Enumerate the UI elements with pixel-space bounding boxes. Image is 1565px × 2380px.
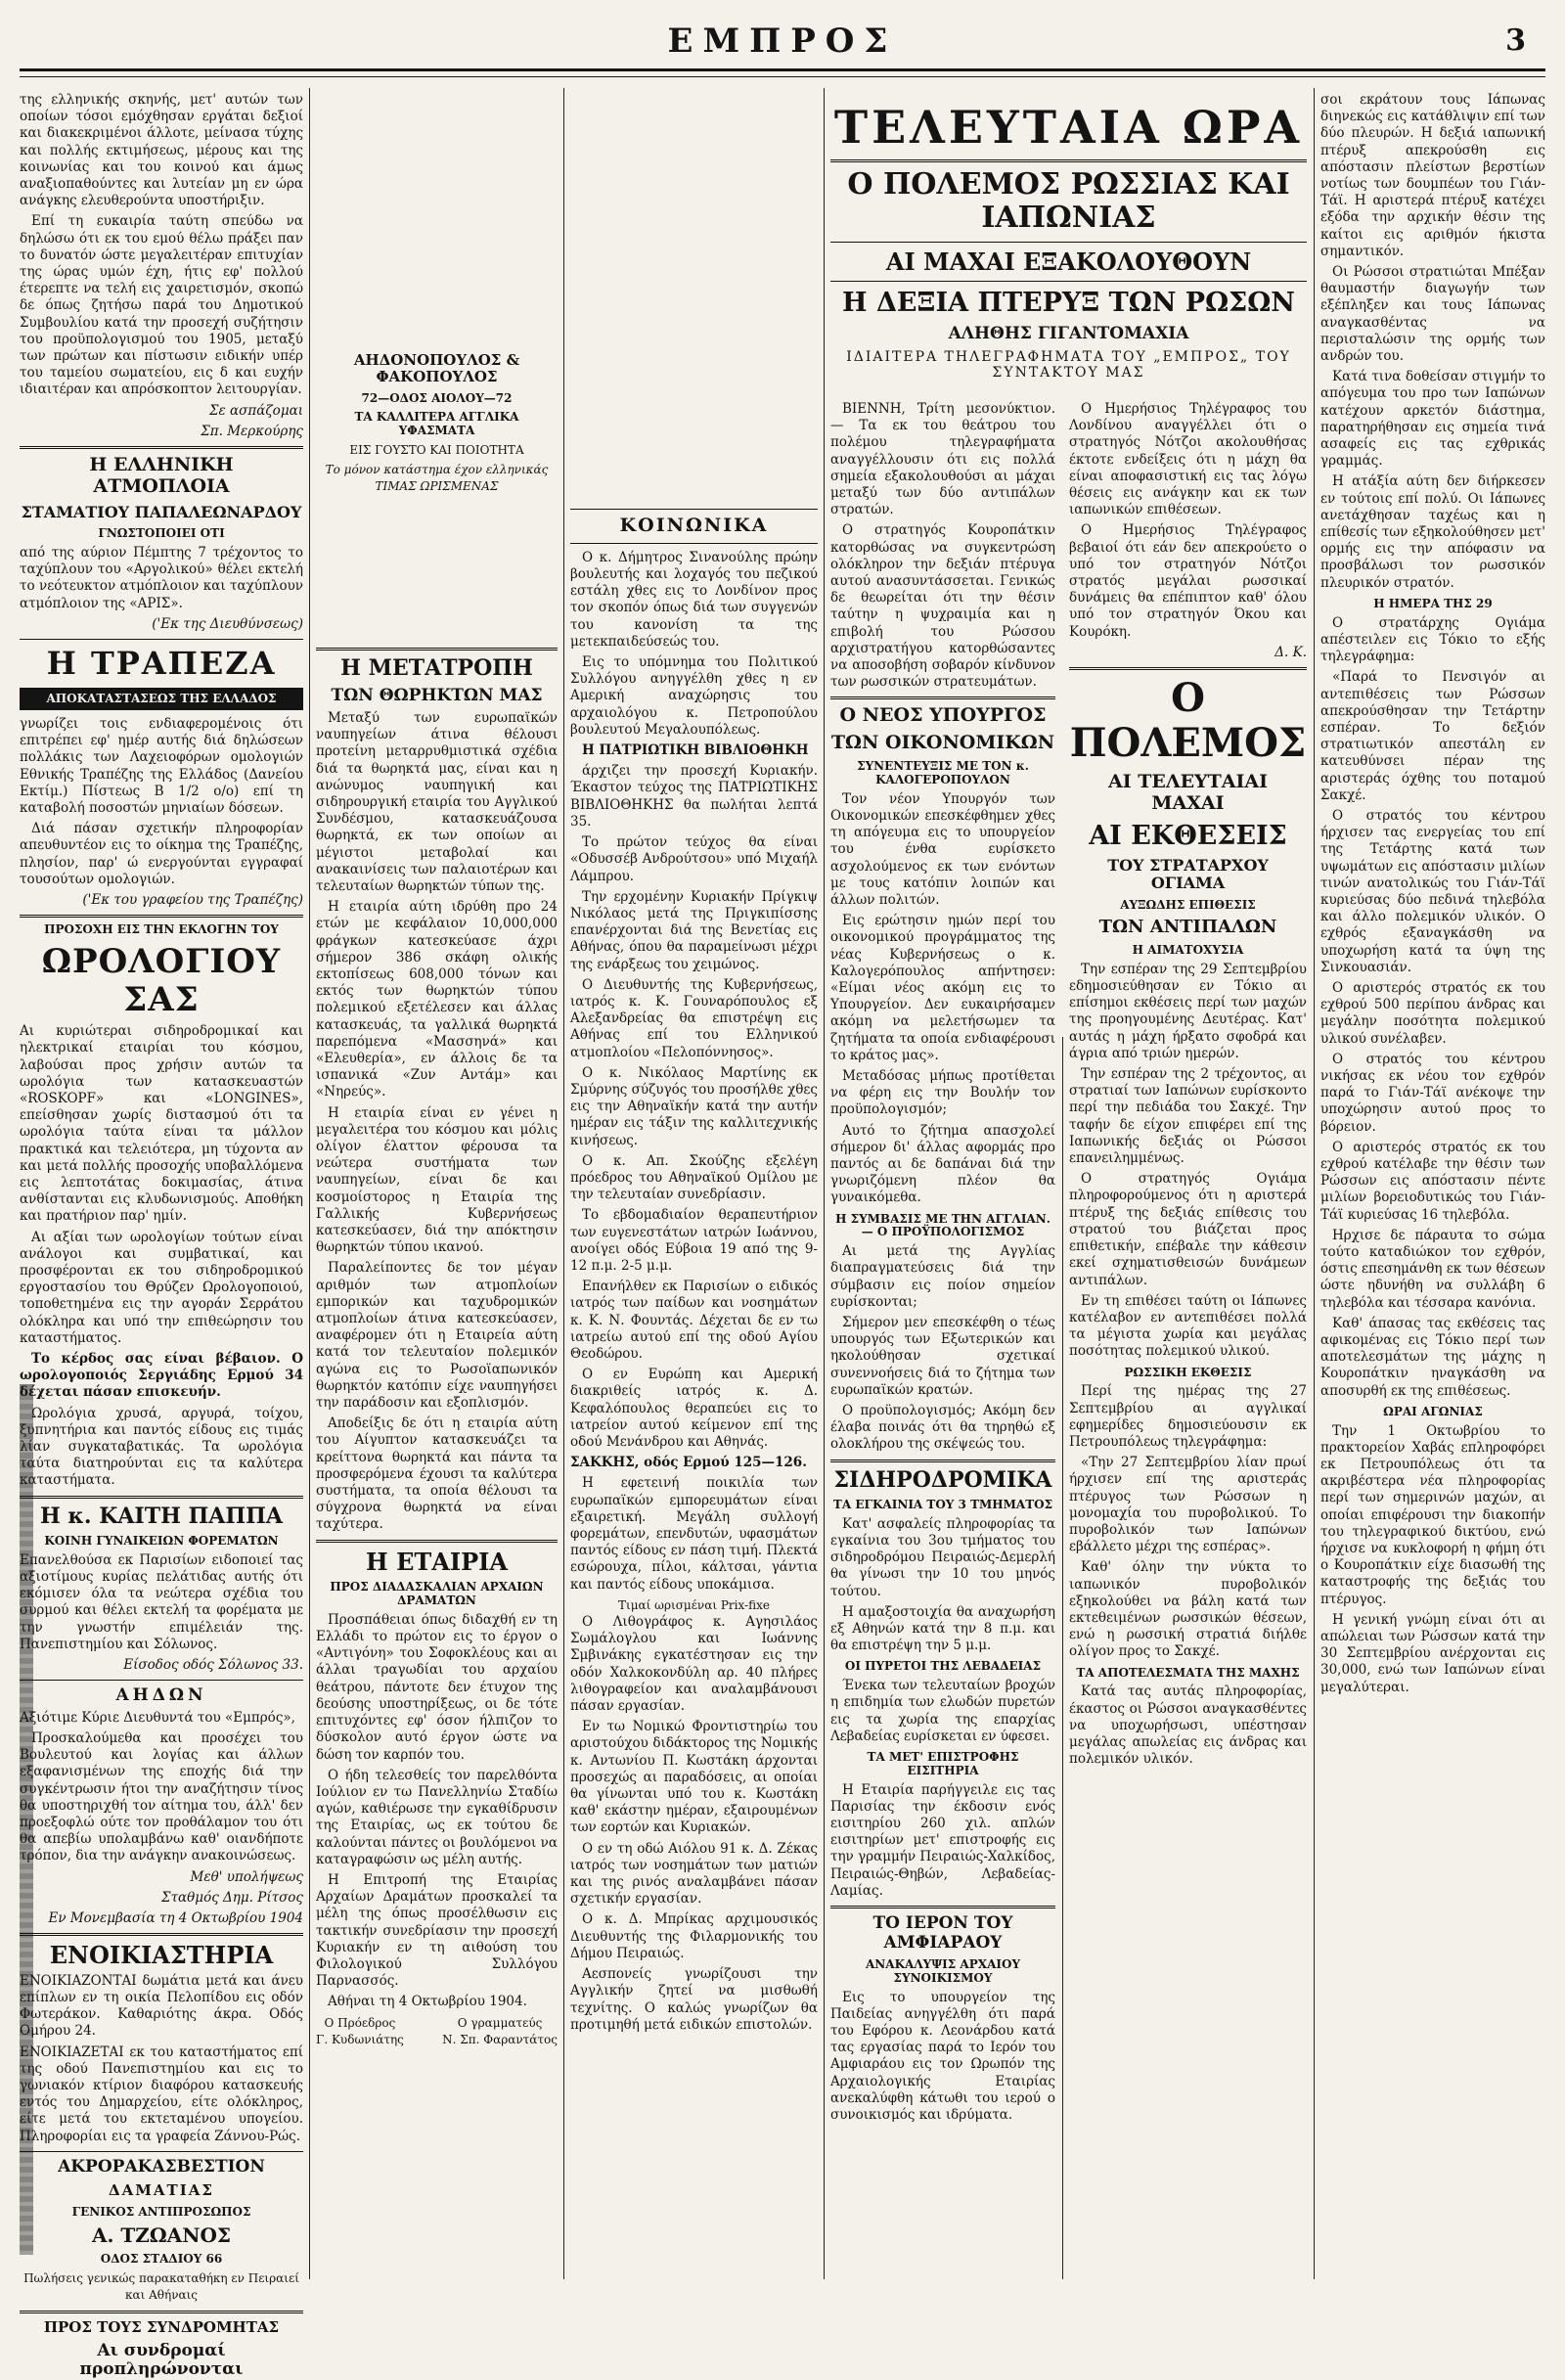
divider (830, 1906, 1055, 1908)
signature-block (316, 2015, 404, 2048)
divider (20, 1496, 303, 1499)
column-5 (1069, 401, 1307, 2279)
column-divider (1062, 1037, 1063, 2279)
article-headline: Η ΜΕΤΑΤΡΟΠΗ (340, 655, 533, 682)
article-paragraph: Επί τη ευκαιρία ταύτη σπεύδω να δηλώσω ότι εκ του εμού θέλω πράξει παν το δυνατόν ώστε μεγαλειτέραν επιτυχίαν της ώρας υμών έχη, ήτις εφ' πολλού έτερεπτε να τελή εις χαιρετισμόν, σκοπώ δε όπως ζητήσω παρά του Δημοτικού Συμβουλίου κατά την προσεχή συζήτησιν του προϋπολογισμού του 1905, μεταξύ των πρώτων και πίστωσιν ειδικήν υπέρ του ταμείου σωματείου, εις δ και ευχήν ιδιαιτέραν και απρόσκοπτον λειτουργίαν. (20, 213, 303, 398)
page-number: 3 (1505, 23, 1526, 58)
article-paragraph: Η Επιτροπή της Εταιρίας Αρχαίων Δραμάτων προσκαλεί τα μέλη της όπως προσέλθωσιν εις τακτικήν συνεδρίασιν την προσεχή Κυριακήν εν τη αιθούση του Φιλολογικού Συλλόγου Παρνασσός. (316, 1871, 558, 1990)
article-subheadline: ΑΙ ΕΚΘΕΣΕΙΣ (1089, 820, 1287, 851)
article-paragraph: Ο στρατηγός Κουροπάτκιν κατορθώσας να συγκεντρώση ολόκληρον την δεξιάν πτέρυγα αυτού ανασυντάσσεται. Γενικώς δε θεωρείται ότι την θέσιν ταύτην η ψυχραιμία και η επιβολή του Ρώσσου αρχιστρατήγου κατορθώσαντες να αποσοβήση σοβαρόν κίνδυνον των ρωσσικών στρατευμάτων. (830, 522, 1055, 691)
notice-headline: ΠΡΟΣ ΤΟΥΣ ΣΥΝΔΡΟΜΗΤΑΣ (43, 2317, 280, 2336)
article-paragraph: Ο αριστερός στρατός εκ του εχθρού κατέλαβε την θέσιν των Ρώσσων εις απόστασιν πέντε μιλίων βορειοδυτικώς του Γιάν-Τάϊ κυριεύσας 16 τηλεβόλα. (1320, 1139, 1545, 1223)
article-subheadline: ΑΥΞΩΔΗΣ ΕΠΙΘΕΣΙΣ (1120, 897, 1256, 912)
divider (830, 281, 1307, 282)
news-item: Ο Λιθογράφος κ. Αγησιλάος Σωμάλογλου και Ιωάννης Σμβινάκης εγκατέστησαν εις την οδόν Χαλκοκονδύλη αρ. 40 πλήρες λιθογραφείον και αναλαμβάνουσι πάσαν εργασίαν. (570, 1614, 818, 1715)
banner-headline-4: Η ΔΕΞΙΑ ΠΤΕΡΥΞ ΤΩΝ ΡΩΣΩΝ (842, 288, 1295, 319)
article-paragraph: Ο Ημερήσιος Τηλέγραφος βεβαιοί ότι εάν δεν απεκρούετο ο υπό τον στρατηγόν Νότζοι στρατός μεγάλαι ρωσσικαί δυνάμεις θα επέπιπτον καθ' όλου υπό τον στρατηγόν Όκου και Κουρόκη. (1069, 522, 1307, 640)
ad-address: 72—ΟΔΟΣ ΑΙΟΛΟΥ—72 (361, 390, 513, 405)
signature-name: Ν. Σπ. Φαραντάτος (442, 2032, 558, 2046)
ad-headline: Η κ. ΚΑΙΤΗ ΠΑΠΠΑ (39, 1503, 283, 1529)
ad-body: Αι αξίαι των ωρολογίων τούτων είναι ανάλογοι και συμβατικαί, και προσφέρονται εκ του σιδηροδρομικού εργοστασίου του Θρύζεν Ωρολογοποιού, τοποθετημένα εις την αγοράν Σερράτου ολόκληρα και υπό την επιθεώρησιν του καταστήματος. (20, 1229, 303, 1346)
article-paragraph: Αυτό το ζήτημα απασχολεί σήμερον δι' άλλας αφορμάς προ παντός αι δε δαπάναι διά την γνωριζόμενη πλέον θα γυναικόμεθα. (830, 1122, 1055, 1206)
news-item: Ο κ. Δ. Μπρίκας αρχιμουσικός Διευθυντής της Φιλαρμονικής του Δήμου Πειραιώς. (570, 1911, 818, 1961)
article-paragraph: Αι μετά της Αγγλίας διαπραγματεύσεις διά την σύμβασιν εις ποίον σημείον ευρίσκονται; (830, 1243, 1055, 1310)
divider (570, 509, 818, 510)
article-paragraph: Η εταιρία αύτη ιδρύθη προ 24 ετών με κεφάλαιον 10,000,000 φράγκων κατεσκεύασε άχρι σήμερον 386 σκάφη ολικής εκτοπίσεως 608,000 τόνων και εκτός των θωρηκτών τύπου πολεμικού εξετέλεσεν και άλλας κατασκευάς, τα γαλλικά θωρηκτά παρεπόμενα «Μασσηνά» και «Ελευθερία», εν άλλοις δε τα ισπανικά «Ζυν Αντάμ» και «Νηρεύς». (316, 899, 558, 1100)
classifieds-headline: ΕΝΟΙΚΙΑΣΤΗΡΙΑ (49, 1941, 274, 1970)
article-paragraph: «Παρά το Πενσιγόν αι αντεπιθέσεις των Ρώσσων απεκρούσθησαν την Τετάρτην εσπέραν. Το δεξιόν στρατιωτικόν απεστάλη εν κατευθύνσει πέραν της αριστεράς όχθης του ποταμού Σακχέ. (1320, 669, 1545, 803)
ad-headline: ΠΡΟΣΟΧΗ ΕΙΣ ΤΗΝ ΕΚΛΟΓΗΝ ΤΟΥ (44, 922, 279, 937)
ad-body: Το μόνον κατάστημα έχον ελληνικάς ΤΙΜΑΣ ΩΡΙΣΜΕΝΑΣ (325, 462, 549, 493)
article-paragraph: Αποδείξις δε ότι η εταιρία αύτη του Αίγυπτον κατασκευάζει τα κρείττονα θωρηκτά και πάντα τα προσφερόμενα έχουσι τα καλύτερα συστήματα, τα οποία θέλουσι τα σύγχρονα θωρηκτά να είναι ταχύτερα. (316, 1415, 558, 1533)
divider (20, 2151, 303, 2152)
ad-body: γνωρίζει τοις ενδιαφερομένοις ότι επιτρέπει εφ' ημέρ αυτής διά δηλώσεων πολλάκις των Λαχειοφόρων ομολογιών Εθνικής Τραπέζης της Ελλάδος (Δανείου Εκτίμ.) Πίστεως Β 1/2 ο/ο) επί τη καταβολή ποσοστών μηνιαίων δόσεων. (20, 715, 303, 816)
divider (1069, 667, 1307, 670)
ad-body: Το κέρδος σας είναι βέβαιον. Ο ωρολογοποιός Σεργιάδης Ερμού 34 δέχεται πάσαν επισκευήν. (20, 1351, 303, 1401)
article-subheadline: ΤΩΝ ΘΩΡΗΚΤΩΝ ΜΑΣ (331, 686, 543, 706)
news-item: Εν τω Νομικώ Φροντιστηρίω του αριστούχου διδάκτορος της Νομικής κ. Αντωνίου Π. Κωστάκη άρχονται προσεχώς αι παραδόσεις, αι οποίαι θα γίνωνται υπό του κ. Κωστάκη καθ' εκάστην ημέραν, εξαιρουμένων των εορτών και Κυριακών. (570, 1719, 818, 1836)
ad-big-title: ΩΡΟΛΟΓΙΟΥ ΣΑΣ (41, 941, 282, 1020)
article-paragraph: Η γενική γνώμη είναι ότι αι απώλειαι των Ρώσσων κατά την 30 Σεπτεμβρίου ανέρχονται εις 30,000, ενώ των Ιαπώνων είναι μεγαλύτεραι. (1320, 1611, 1545, 1695)
article-paragraph: Την εσπέραν της 2 τρέχοντος, αι στρατιαί των Ιαπώνων ευρίσκοντο περί την πεδιάδα του Σακχέ. Την ταφήν δε είχον επιφέρει επί της Ιαπωνικής δεξιάς οι Ρώσσοι επανειλημμένως. (1069, 1066, 1307, 1167)
signature-title: Ο γραμματεύς (457, 2015, 543, 2030)
article-subheadline: ΑΝΑΚΑΛΥΨΙΣ ΑΡΧΑΙΟΥ ΣΥΝΟΙΚΙΣΜΟΥ (865, 1957, 1021, 1985)
article-headline: Ο ΝΕΟΣ ΥΠΟΥΡΓΟΣ (839, 704, 1047, 727)
article-paragraph: ΒΙΕΝΝΗ, Τρίτη μεσονύκτιον. — Τα εκ του θεάτρου του πολέμου τηλεγραφήματα αναγγέλλουσιν ότι εις πολλά σημεία εξακολουθούσι αι μάχαι μεταξύ των δύο αντιπάλων στρατών. (830, 401, 1055, 518)
article-subheadline: ΤΑ ΕΓΚΑΙΝΙΑ ΤΟΥ 3 ΤΜΗΜΑΤΟΣ (832, 1497, 1053, 1511)
ad-subheadline: ΤΑ ΚΑΛΛΙΤΕΡΑ ΑΓΓΛΙΚΑ ΥΦΑΣΜΑΤΑ (354, 410, 519, 438)
ad-body: Αι κυριώτεραι σιδηροδρομικαί και ηλεκτρικαί εταιρίαι του κόσμου, λαβούσαι προς χρήσιν αυτών τα ωρολόγια των κατασκευαστών «ROSKOPF» και «LONGINES», επείσθησαν χωρίς διστασμού ότι τα ωρολόγια ταύτα είναι τα μάλλον πρακτικά και τελειότερα, μη τύχοντα αν και μετά πολλής προσοχής υποβαλλόμενα εις λεπτοτάτας δοκιμασίας, άτινα ανθίστανται εις κλυδωνισμούς. Αποθήκη και πρατήριον παρ' ημίν. (20, 1023, 303, 1225)
article-paragraph: Παραλείποντες δε τον μέγαν αριθμόν των ατμοπλοίων εμπορικών και ταχυδρομικών ατμοπλοίων άτινα κατεσκεύασεν, αναφέρομεν ότι η Εταιρεία αύτη κατά τον τελευταίον πολεμικόν αγώνα εις το Ρωσοϊαπωνικόν θωρηκτόν κατόπιν είχε ναυπηγήσει την παράδοσιν και εξοπλισμόν. (316, 1260, 558, 1412)
classified-ad: ΕΝΟΙΚΙΑΖΕΤΑΙ εκ του καταστήματος επί της οδού Πανεπιστημίου και εις το γωνιακόν κτίριον διαφόρου κατασκευής εντός του Δημαρχείου, είτε ολόκληρος, είτε μετά του εκτεταμένου υπογείου. Πληροφορίαι εις τα γραφεία Ζάννου-Ρώς. (20, 2043, 303, 2144)
section-headline: ΑΗΔΩΝ (115, 1685, 207, 1706)
blank-space (316, 495, 558, 642)
article-subheadline: ΤΟΥ ΣΤΡΑΤΑΡΧΟΥ ΟΓΙΑΜΑ (1107, 855, 1269, 893)
banner-headline-3: ΑΙ ΜΑΧΑΙ ΕΞΑΚΟΛΟΥΘΟΥΝ (885, 247, 1252, 276)
news-item: Ο εν τη οδώ Αιόλου 91 κ. Δ. Ζέκας ιατρός των νοσημάτων των ματιών και της ρινός αναλαμβάνει πάσαν σχετικήν εργασίαν. (570, 1840, 818, 1908)
divider (20, 1680, 303, 1681)
banner-headline-2: Ο ΠΟΛΕΜΟΣ ΡΩΣΣΙΑΣ ΚΑΙ ΙΑΠΩΝΙΑΣ (847, 166, 1290, 236)
ad-body: από της αύριον Πέμπτης 7 τρέχοντος το ταχύπλουν του «Αργολικού» θέλει εκτελή το νεότευκτον ατμόπλοιον και ταχύπλουν ατμόπλοιον της «ΑΡΙΣ». (20, 544, 303, 611)
war-news-banner (830, 92, 1307, 385)
ad-tagline: ΕΙΣ ΓΟΥΣΤΟ ΚΑΙ ΠΟΙΟΤΗΤΑ (349, 442, 524, 457)
news-item: Ο κ. Απ. Σκούζης εξελέγη πρόεδρος του Αθηναϊκού Ομίλου με την τελευταίαν συνεδρίασιν. (570, 1152, 818, 1203)
news-item-headline: Η ΠΑΤΡΙΩΤΙΚΗ ΒΙΒΛΙΟΘΗΚΗ (582, 742, 809, 759)
news-item: Ο εν Ευρώπη και Αμερική διακριθείς ιατρός κ. Δ. Κεφαλόπουλος θεραπεύει εις το ιατρείον αυτού κείμενον επί της οδού Μενάνδρου και Αθηνάς. (570, 1367, 818, 1450)
article-paragraph: Την εσπέραν της 29 Σεπτεμβρίου εδημοσιεύθησαν εν Τόκιο αι επίσημοι εκθέσεις περί των μαχών της προηγουμένης Δευτέρας. Κατ' αυτάς η μάχη ήρξατο σφοδρά και άγρια από τριών ημερών. (1069, 961, 1307, 1061)
article-paragraph: Ο Ημερήσιος Τηλέγραφος του Λονδίνου αναγγέλλει ότι ο στρατηγός Νότζοι ακολουθήσας έκτοτε ενδείξεις ότι η μάχη θα είναι αποφασιστική εις τας λόγω θέσεις εις ανάγκην και εκ των ιαπωνικών επιθέσεων. (1069, 401, 1307, 518)
ad-subheadline: ΓΕΝΙΚΟΣ ΑΝΤΙΠΡΟΣΩΠΟΣ (71, 2204, 251, 2219)
article-paragraph: Κατ' ασφαλείς πληροφορίας τα εγκαίνια του 3ου τμήματος του σιδηροδρόμου Πειραιώς-Δεμερλή θα γίνωσι την 10 του μηνός τούτου. (830, 1515, 1055, 1599)
signature: Δ. Κ. (1274, 644, 1307, 660)
article-subheadline: ΣΥΝΕΝΤΕΥΞΙΣ ΜΕ ΤΟΝ κ. ΚΑΛΟΓΕΡΟΠΟΥΛΟΝ (857, 759, 1029, 786)
column-1 (20, 92, 303, 2380)
divider (316, 648, 558, 651)
article-subheadline: ΟΙ ΠΥΡΕΤΟΙ ΤΗΣ ΛΕΒΑΔΕΙΑΣ (844, 1659, 1042, 1674)
newspaper-page (20, 20, 1545, 2380)
divider (316, 1540, 558, 1543)
ad-address: Είσοδος οδός Σόλωνος 33. (123, 1656, 303, 1673)
article-paragraph: Καθ' όλην την νύκτα το ιαπωνικόν πυροβολικόν εξηκολούθει να βάλη κατά των εκτεθειμένων ρωσσικών θέσεων, ενώ η ρωσσική στρατιά διήλθε ολίγον προς το Σακχέ. (1069, 1559, 1307, 1660)
article-subheadline: ΤΑ ΑΠΟΤΕΛΕΣΜΑΤΑ ΤΗΣ ΜΑΧΗΣ (1076, 1665, 1300, 1680)
signature-closing: Σε ασπάζομαι (208, 402, 303, 419)
article-headline: Ο ΠΟΛΕΜΟΣ (1069, 675, 1307, 767)
news-item: Εις το υπόμνημα του Πολιτικού Συλλόγου ανηγγέλθη χθες η εν Αμερική αναχώρησις του αρχαιολόγου κ. Πετροπούλου βουλευτού Μεγαλουπόλεως. (570, 654, 818, 738)
divider (830, 242, 1307, 243)
classified-ad: ΕΝΟΙΚΙΑΖΟΝΤΑΙ δωμάτια μετά και άνευ επίπλων εν τη οικία Πελοπίδου εις οδόν Φωτεράκον. Καθαριότης άκρα. Οδός Ομήρου 24. (20, 1972, 303, 2040)
ad-source: ('Εκ της Διευθύνσεως) (152, 615, 303, 632)
article-paragraph: Εν τη επιθέσει ταύτη οι Ιάπωνες κατέλαβον εν αντεπιθέσει πολλά τα μέγιστα χωρία και μεγάλας ποσότητας πολεμικού υλικού. (1069, 1292, 1307, 1360)
ad-headline: Η ΕΛΛΗΝΙΚΗ ΑΤΜΟΠΛΟΙΑ (89, 454, 234, 497)
ad-subheadline: ΓΝΩΣΤΟΠΟΙΕΙ ΟΤΙ (98, 526, 225, 541)
article-headline: Η ΕΤΑΙΡΙΑ (366, 1547, 508, 1576)
ad-subheadline: ΔΑΜΑΤΙΑΣ (109, 2181, 214, 2200)
divider (830, 696, 1055, 699)
article-paragraph: Εις ερώτησιν ημών περί του οικονομικού προγράμματος της νέας Κυβερνήσεως ο κ. Καλογερόπουλος απήντησεν: «Είμαι νέος ακόμη εις το Υπουργείον. Δεν ευκαιρήσαμεν ακόμη να μελετήσωμεν τα ζητήματα τα οποία ενδιαφέρουσι το κράτος μας». (830, 913, 1055, 1063)
article-subheadline: Η ΗΜΕΡΑ ΤΗΣ 29 (1373, 596, 1493, 610)
blank-space (570, 92, 818, 503)
column-divider (563, 88, 564, 2279)
divider (20, 639, 303, 640)
signature-block (442, 2015, 558, 2048)
column-2 (316, 92, 558, 2278)
signature: Σπ. Μερκούρης (201, 423, 303, 439)
ad-body: Διά πάσαν σχετικήν πληροφορίαν απευθυντέον εις το οίκημα της Τραπέζης, πλησίον, παρ' ώ ενεργούνται εγγραφαί τουσούτων ομολογιών. (20, 821, 303, 887)
article-paragraph: Κατά τινα δοθείσαν στιγμήν το απόγευμα του προ των Ιαπώνων κατέχουν αρκετόν διάστημα, παρατηρήθησαν εις σημεία τινά ασαφείς εις τας εχθρικάς γραμμάς. (1320, 369, 1545, 470)
letter-salutation: Αξιότιμε Κύριε Διευθυντά του «Εμπρός», (20, 1709, 295, 1726)
banner-byline: ΙΔΙΑΙΤΕΡΑ ΤΗΛΕΓΡΑΦΗΜΑΤΑ ΤΟΥ „ΕΜΠΡΟΣ„ ΤΟΥ ΣΥΝΤΑΚΤΟΥ ΜΑΣ (846, 349, 1291, 382)
divider (20, 2311, 303, 2313)
article-paragraph: Μεταδόσας μήπως προτίθεται να φέρη εις την Βουλήν τον προϋπολογισμόν; (830, 1067, 1055, 1118)
news-item: άρχιζει την προσεχή Κυριακήν. Έκαστον τεύχος της ΠΑΤΡΙΩΤΙΚΗΣ ΒΙΒΛΙΟΘΗΚΗΣ θα πωλήται λεπτά 35. (570, 763, 818, 830)
banner-headline-5: ΑΛΗΘΗΣ ΓΙΓΑΝΤΟΜΑΧΙΑ (948, 323, 1189, 343)
ad-source: ('Εκ του γραφείου της Τραπέζης) (82, 891, 303, 908)
article-subheadline: ΠΡΟΣ ΔΙΑΔΑΣΚΑΛΙΑΝ ΑΡΧΑΙΩΝ ΔΡΑΜΑΤΩΝ (330, 1580, 544, 1608)
ad-subheadline: ΚΟΙΝΗ ΓΥΝΑΙΚΕΙΩΝ ΦΟΡΕΜΑΤΩΝ (44, 1533, 279, 1548)
article-paragraph: Η Εταιρία παρήγγειλε εις τας Παρισίας την έκδοσιν ενός εισιτηρίου 260 χιλ. απλών εισιτηρίων μετ' επιστροφής εις την γραμμήν Πειραιώς-Χαλκίδος, Πειραιώς-Θηβών, Λεβαδείας-Λαμίας. (830, 1781, 1055, 1899)
ad-name: Α. ΤΖΩΑΝΟΣ (91, 2223, 232, 2248)
masthead-rule-thin (20, 76, 1545, 77)
ad-headline: ΑΗΔΟΝΟΠΟΥΛΟΣ & ΦΑΚΟΠΟΥΛΟΣ (353, 351, 520, 386)
column-4 (830, 401, 1055, 2279)
divider (20, 915, 303, 918)
ad-body: Η εφετεινή ποικιλία των ευρωπαϊκών εμπορευμάτων είναι εξαιρετική. Μεγάλη συλλογή φορεμάτων, επενδυτών, υφασμάτων παντός είδους εν πάση τιμή. Πλεκτά εσώρουχα, πίλοι, κάλτσαι, γάντια και παντός είδους υποκάμισα. (570, 1475, 818, 1593)
news-item: Το εβδομαδιαίον θεραπευτήριον των ευγενεστάτων ιατρών Ιωάννου, ανοίγει οδός Εύβοια 19 από της 9-12 π.μ. 2-5 μ.μ. (570, 1207, 818, 1274)
signatures-row (316, 2015, 558, 2048)
article-subheadline: ΤΑ ΜΕΤ' ΕΠΙΣΤΡΟΦΗΣ ΕΙΣΙΤΗΡΙΑ (867, 1749, 1019, 1777)
notice-body: Αι συνδρομαί προπληρώνονται (79, 2340, 244, 2380)
news-item: Επανήλθεν εκ Παρισίων ο ειδικός ιατρός των παίδων και νοσημάτων κ. Κ. Ν. Φουντάς. Δέχεται δε εν τω ιατρείω αυτού επί της οδού Αγίου Θεοδώρου. (570, 1279, 818, 1362)
divider (830, 1459, 1055, 1462)
article-subheadline: Η ΣΥΜΒΑΣΙΣ ΜΕ ΤΗΝ ΑΓΓΛΙΑΝ.— Ο ΠΡΟΫΠΟΛΟΓΙΣΜΟΣ (835, 1211, 1051, 1239)
ad-headline: ΑΚΡΟΡΑΚΑΣΒΕΣΤΙΟΝ (58, 2156, 265, 2177)
article-paragraph: Οι Ρώσσοι στρατιώται Μπέξαν θαυμαστήν διαγωγήν των εξέπληξεν και τους Ιάπωνας αναγκασθέντας να περισταλώσιν της ορμής των ανδρών του. (1320, 264, 1545, 365)
news-item: Ο Διευθυντής της Κυβερνήσεως, ιατρός κ. Κ. Γουναρόπουλος εξ Αλεξανδρείας θα επιστρέψη εις Αθήνας επί του Ελληνικού ατμοπλοίου «Πελοπόννησος». (570, 976, 818, 1060)
article-paragraph: Η ατάξία αύτη δεν διήρκεσεν εν τούτοις επί πολύ. Οι Ιάπωνες ανετάχθησαν ταχέως και η επίθεσίς των εξηκολούθησεν μετ' ορμής εις την απόφασιν να προσβάλωσι τον ρωσσικόν πλευρικόν στρατόν. (1320, 473, 1545, 591)
article-headline: ΣΙΔΗΡΟΔΡΟΜΙΚΑ (833, 1466, 1052, 1493)
divider (830, 159, 1307, 162)
article-paragraph: Ο στρατός του κέντρου νικήσας εκ νέου τον εχθρόν παρά το Γιάν-Τάϊ ανέκοψε την υποχώρησιν αυτού προς το βόρειον. (1320, 1051, 1545, 1135)
article-paragraph: Την 1 Οκτωβρίου το πρακτορείον Χαβάς επληροφόρει εκ Πετρουπόλεως ότι τα ακριβέστερα νέα πληροφορίας περί των σημερινών μαχών, αι οποίαι επιφέρουσι την διακοπήν του τηλεγραφικού δικτύου, ενώ ήρχισε να κυκλοφορή η φήμη ότι ο Κουροπάτκιν είχε διασωθή της καταστροφής της δεξιάς του πτέρυγος. (1320, 1422, 1545, 1607)
divider (20, 1933, 303, 1936)
article-paragraph: της ελληνικής σκηνής, μετ' αυτών των οποίων τόσοι εμόχθησαν εργάται δεξιοί και διακεκριμένοι άλλοτε, μείνασα τύχης και πολλής εκτιμήσεως, μέρους και της κοινωνίας και του κοινού και άμως αναξιοπαθούντες και λυτείαν μη εν ώρα ανάγκης ελευθερούντα υποστήριξιν. (20, 92, 303, 209)
letter-date: Εν Μονεμβασία τη 4 Οκτωβρίου 1904 (48, 1909, 303, 1926)
article-paragraph: Ο προϋπολογισμός; Ακόμη δεν έλαβα ποινάς ότι θα τηρηθώ εξ ολοκλήρου της σκέψεώς του. (830, 1403, 1055, 1453)
article-paragraph: Ο στρατός του κέντρου ήρχισεν τας ενεργείας του επί της Τετάρτης κατά των υψωμάτων εις απόστασιν μιλίων τινών ανατολικώς του Γιάν-Τάϊ κυριεύσας δύο πεδινά τηλεβόλα και άλλο πολεμικόν υλικόν. Ο εχθρός εξαναγκάσθη να υποχωρήση κατά τα ύψη της Σινκουασιάν. (1320, 807, 1545, 975)
article-paragraph: Τον νέον Υπουργόν των Οικονομικών επεσκέφθημεν χθες τη απόγευμα εις το υπουργείον του ένθα ευρίσκετο ασχολούμενος εκ των ενόντων με τους κατόπιν λοιπών και άλλων πολιτών. (830, 790, 1055, 908)
article-paragraph: Η αμαξοστοιχία θα αναχωρήση εξ Αθηνών κατά την 8 π.μ. και θα επιστρέψη την 5 μ.μ. (830, 1603, 1055, 1654)
article-paragraph: Κατά τας αυτάς πληροφορίας, έκαστος οι Ρώσσοι αναγκασθέντες να υποχωρήσωσι, υπέστησαν μεγάλας απωλείας εις άνδρας και πολεμικόν υλικόν. (1069, 1684, 1307, 1768)
article-paragraph: Περί της ημέρας της 27 Σεπτεμβρίου αι αγγλικαί εφημερίδες δημοσιεύουσιν εκ Πετρουπόλεως τηλεγράφημα: (1069, 1383, 1307, 1450)
ad-body: Ωρολόγια χρυσά, αργυρά, τοίχου, ξυπνητήρια και παντός είδους εις τιμάς λίαν συγκαταβατικάς. Τα ωρολόγια ταύτα διατηρούνται εις τα καλύτερα καταστήματα. (20, 1405, 303, 1489)
article-paragraph: Σήμερον μεν επεσκέφθη ο τέως υπουργός των Εξωτερικών και ηκολούθησαν σχετικαί συνεννοήσεις διά το ζήτημα των ευρωπαϊκών κρατών. (830, 1315, 1055, 1398)
ad-body: Επανελθούσα εκ Παρισίων ειδοποιεί τας αξιοτίμους κυρίας πελάτιδας αυτής ότι εκόμισεν όλα τα νεώτερα σχέδια του συρμού και θέλει εκτελή τα φορέματα με την γνωστήν επιμέλειάν της. Πανεπιστημίου και Σόλωνος. (20, 1551, 303, 1652)
divider (20, 446, 303, 449)
ad-body: Πωλήσεις γενικώς παρακαταθήκη εν Πειραιεί και Αθήναις (23, 2271, 299, 2303)
news-item: Αεσπονείς γνωρίζουσι την Αγγλικήν ζητεί να μισθωθή τεχνίτης. Ο καλώς γνωρίζων θα προτιμηθή μετά ειδικών επιστολών. (570, 1966, 818, 2033)
column-3 (570, 92, 818, 2278)
article-paragraph: Προσπάθειαι όπως διδαχθή εν τη Ελλάδι το πρώτον εις το έργον ο «Αντιγόνη» του Σοφοκλέους και αι άλλαι τραγωδίαι του αρχαίου θεάτρου, πάντοτε δεν έτυχον της δεούσης υποστηρίξεως, οι δε τότε επιτυχόντες εφ' όσον ήλπιζον το δύσκολον αυτό έργον ώστε να δώση τον καρπόν του. (316, 1611, 558, 1763)
article-paragraph: «Την 27 Σεπτεμβρίου λίαν πρωί ήρχισεν επί της αριστεράς πτέρυγος των Ρώσσων η μονομαχία του πυροβολικού. Το πυροβολικόν των Ιαπώνων εβάλλετο μέχρι της εσπέρας». (1069, 1455, 1307, 1555)
column-divider (824, 88, 825, 2279)
article-headline: ΤΟ ΙΕΡΟΝ ΤΟΥ ΑΜΦΙΑΡΑΟΥ (872, 1912, 1013, 1953)
article-paragraph: σοι εκράτουν τους Ιάπωνας διηνεκώς εις κατάθλιψιν επί των δύο πλευρών. Η δεξιά ιαπωνική πτέρυξ απεκρούσθη εις απόστασιν πλείστων βερστίων νοτίως των δουμπέων του Γιάν-Τάϊ. Η αριστερά πτέρυξ κατέχει εξόδα την αρχικήν θέσιν της καίτοι εις αριθμόν ήκιστα σημαντικόν. (1320, 92, 1545, 259)
article-paragraph: Μεταξύ των ευρωπαϊκών ναυπηγείων άτινα θέλουσι προτείνη μεταρρυθμιστικά σχέδια διά τα θωρηκτά μας, είναι και η ανώνυμος ναυπηγική και σιδηρουργική εταιρία του Αγγλικού Συνδέσμου, κατασκευάζουσα θωρηκτά, εκ των οποίων αι μέγιστοι μεταβολαί και ανακαινίσεις των παλαιοτέρων και τελευταίων θωρηκτών τύπων της. (316, 709, 558, 894)
news-item: Την ερχομένην Κυριακήν Πρίγκιψ Νικόλαος μετά της Πριγκιπίσσης επανέρχονται διά της Βενετίας εις Αθήνας, όπου θα παραμείνωσι μέχρι της ενάρξεως του χειμώνος. (570, 888, 818, 972)
article-paragraph: Ηρχισε δε πάραυτα το σώμα τούτο καταδιώκον τον εχθρόν, όστις επεσημάνθη εκ των θέσεων ώστε ηδυνήθη να συλλάβη 6 τηλεβόλα και τέσσαρα κανόνια. (1320, 1227, 1545, 1311)
article-paragraph: Ο ήδη τελεσθείς τον παρελθόντα Ιούλιον εν τω Πανελληνίω Σταδίω αγών, καθιέρωσε την εγκαθίδρυσιν της Εταιρίας, ως εκ τούτου δε καλούνται πάντες οι βουλόμενοι να καταγραφώσιν ως μέλη αυτής. (316, 1767, 558, 1867)
article-paragraph: Ένεκα των τελευταίων βροχών η επιδημία των ελωδών πυρετών εις τα χωρία της επαρχίας Λεβαδείας ευρίσκεται εν ύφεσει. (830, 1678, 1055, 1744)
divider (570, 543, 818, 544)
article-subheadline: ΩΡΑΙ ΑΓΩΝΙΑΣ (1383, 1404, 1483, 1418)
letter-signature: Σταθμός Δημ. Ρίτσος (161, 1889, 303, 1906)
article-paragraph: Ο αριστερός στρατός εκ του εχθρού 500 περίπου άνδρας και μεγάλην ποσότητα πολεμικού υλικού συνέλαβεν. (1320, 979, 1545, 1047)
article-paragraph: Ο στρατηγός Ογιάμα πληροφορούμενος ότι η αριστερά πτέρυξ της δεξιάς επίθεσις του στρατού του βιάζεται προς επιθετικήν, επέβαλε την κάθεσιν εκεί σχηματισθεισών δυνάμεων αντιπάλων. (1069, 1171, 1307, 1288)
column-6 (1320, 92, 1545, 2278)
article-paragraph: Καθ' άπασας τας εκθέσεις τας αφικομένας εις Τόκιο περί των αποτελεσμάτων της μάχης η Κουροπάτκιν ηναγκάσθη να αποσυρθή εκ της επιθέσεως. (1320, 1315, 1545, 1399)
ad-banner: ΑΠΟΚΑΤΑΣΤΑΣΕΩΣ ΤΗΣ ΕΛΛΑΔΟΣ (20, 688, 303, 710)
section-headline: ΚΟΙΝΩΝΙΚΑ (619, 515, 769, 536)
banner-headline: ΤΕΛΕΥΤΑΙΑ ΩΡΑ (833, 101, 1304, 154)
masthead-rule (20, 68, 1545, 71)
signature-name: Γ. Κυδωνιάτης (316, 2032, 404, 2046)
news-item: Ο κ. Δήμητρος Σινανούλης πρώην βουλευτής και λοχαγός του πεζικού εστάλη χθες εις το Λονδίνον προς τον σκοπόν όπως διά των συγγενών του κανονίση τα της μετεκπαιδεύσεώς του. (570, 549, 818, 650)
article-paragraph: Η εταιρία είναι εν γένει η μεγαλειτέρα του κόσμου και μόλις ολίγον έλαττον φέρουσα τα νεώτερα συστήματα των ναυπηγείων, είναι δε και κοσμοίστορος η Εταιρία της Γαλλικής Κυβερνήσεως κατεσκεύασεν, διά την απόκτησιν θωρηκτών τύπου ικανού. (316, 1104, 558, 1256)
article-paragraph: Εις το υπουργείον της Παιδείας ανηγγέλθη ότι παρά του Εφόρου κ. Λεονάρδου κατά τας εργασίας παρά το Ιερόν του Αμφιαράου εις τον Ωρωπόν της Αρχαιολογικής Εταιρίας ανεκαλύφθη κάτωθι του ιερού ο συνοικισμός και ιδρύματα. (830, 1989, 1055, 2124)
ad-address: ΟΔΟΣ ΣΤΑΔΙΟΥ 66 (100, 2252, 223, 2267)
letter-closing: Μεθ' υπολήψεως (190, 1868, 303, 1885)
article-paragraph: Ο στρατάρχης Ογιάμα απέστειλεν εις Τόκιο το εξής τηλεγράφημα: (1320, 614, 1545, 665)
ad-headline: ΣΑΚΚΗΣ, οδός Ερμού 125—126. (570, 1455, 807, 1471)
article-subheadline: ΤΩΝ ΑΝΤΙΠΑΛΩΝ (1098, 917, 1277, 938)
news-item: Το πρώτον τεύχος θα είναι «Οδυσσέβ Ανδρούτσου» υπό Μιχαήλ Λάμπρου. (570, 834, 818, 884)
article-subheadline: ΡΩΣΣΙΚΗ ΕΚΘΕΣΙΣ (1124, 1365, 1252, 1379)
ad-headline: Η ΤΡΑΠΕΖΑ (46, 644, 277, 682)
ad-note: Τιμαί ωρισμέναι Prix-fixe (618, 1597, 770, 1612)
news-item: Ο κ. Νικόλαος Μαρτίνης εκ Σμύρνης σύζυγός του προσήλθε χθες εις την Αθηναϊκήν κατά την αυτήν ημέραν εις τάξιν της καλλιτεχνικής κινήσεως. (570, 1064, 818, 1148)
column-divider (1314, 88, 1315, 2279)
blank-space (316, 92, 558, 346)
letter-body: Προσκαλούμεθα και προσέχει του Βουλευτού και λογίας και άλλων εξαφανισμένων της εποχής διά την συγκέντρωσιν ήτοι την αναζήτησιν τίνος θα υποστηριχθή τον αίτημα του, άλλ' δεν προεξοφλώ ούτε τον προθάλαμον του ότι θα απεβίω υπολαμβάνω καθ' οιανδήποτε τρόπον, δια την ανάγκην ανακοινώσεως. (20, 1729, 303, 1864)
article-headline: ΤΩΝ ΟΙΚΟΝΟΜΙΚΩΝ (830, 732, 1055, 754)
article-dateline: Αθήναι τη 4 Οκτωβρίου 1904. (328, 1994, 527, 2010)
article-subheadline: Η ΑΙΜΑΤΟΧΥΣΙΑ (1132, 943, 1244, 958)
ad-subheadline: ΣΤΑΜΑΤΙΟΥ ΠΑΠΑΛΕΩΝΑΡΔΟΥ (21, 502, 302, 521)
masthead (20, 20, 1545, 70)
signature-title: Ο Πρόεδρος (324, 2015, 396, 2030)
newspaper-title: ΕΜΠΡΟΣ (667, 22, 898, 61)
column-divider (309, 88, 310, 2279)
article-subheadline: ΑΙ ΤΕΛΕΥΤΑΙΑΙ ΜΑΧΑΙ (1107, 771, 1269, 814)
